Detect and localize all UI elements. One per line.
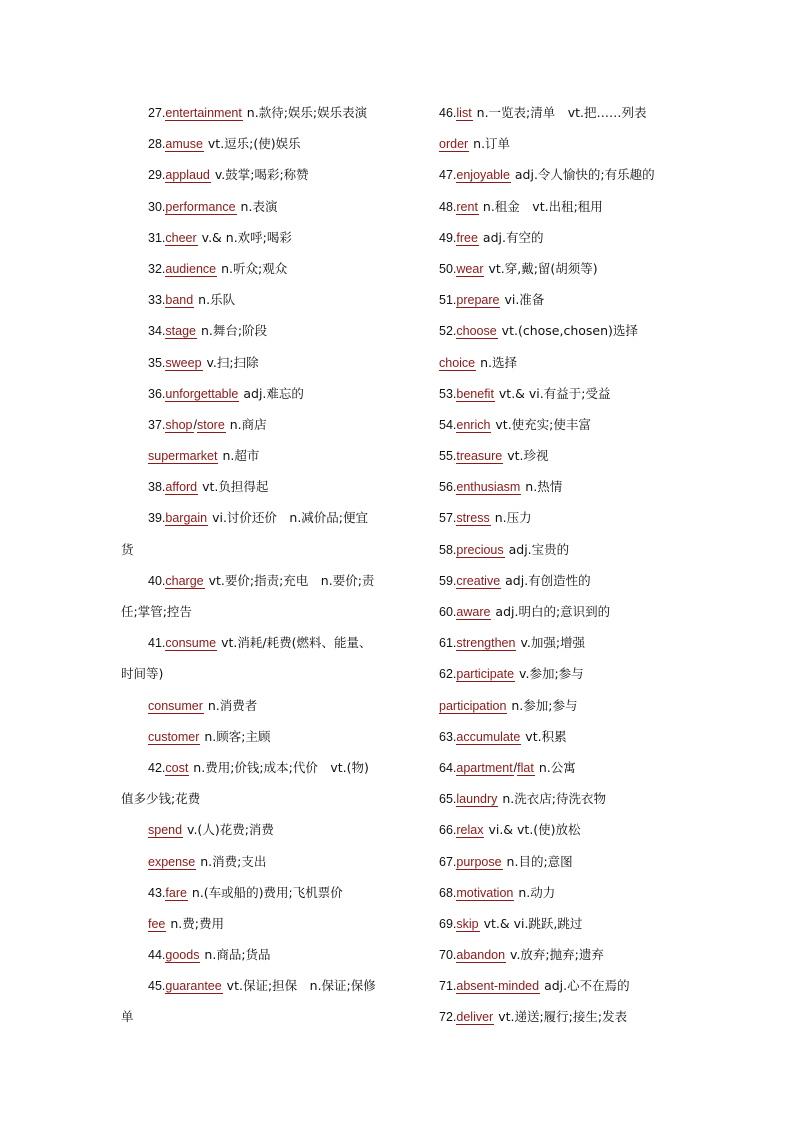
vocab-word: strengthen: [456, 636, 516, 651]
word-definition: n.参加;参与: [507, 697, 578, 713]
vocab-word: fee: [148, 916, 166, 931]
vocab-line: [121, 658, 393, 689]
vocab-word: treasure: [456, 449, 503, 464]
word-definition: n.顾客;主顾: [200, 728, 271, 744]
vocab-line: [121, 690, 393, 721]
vocab-word: choice: [439, 355, 476, 370]
entry-number: 66.: [439, 823, 457, 838]
vocab-line: [121, 1001, 393, 1032]
vocab-line: [439, 284, 679, 315]
word-definition: vi.准备: [500, 292, 545, 308]
entry-number: 57.: [439, 511, 457, 526]
vocab-word: cost: [165, 760, 189, 775]
vocab-word: enthusiasm: [456, 480, 521, 495]
vocab-word: order: [439, 137, 469, 152]
vocab-word: consume: [165, 636, 217, 651]
word-definition: n.超市: [218, 448, 260, 464]
word-definition: vt.(chose,chosen)选择: [497, 323, 638, 339]
vocab-word: wear: [456, 261, 484, 276]
vocab-line: [121, 846, 393, 877]
entry-number: 42.: [148, 760, 166, 775]
vocab-line: [439, 721, 679, 752]
entry-number: 50.: [439, 261, 457, 276]
word-definition: n.舞台;阶段: [196, 323, 268, 339]
word-definition: v.(人)花费;消费: [183, 822, 274, 838]
vocab-word: benefit: [456, 386, 494, 401]
entry-number: 33.: [148, 293, 166, 308]
word-definition: v.鼓掌;喝彩;称赞: [210, 167, 309, 183]
word-definition: adj.宝贵的: [504, 541, 570, 557]
entry-number: 34.: [148, 324, 166, 339]
word-definition: n.动力: [514, 884, 556, 900]
vocab-word: participate: [456, 667, 515, 682]
entry-number: 30.: [148, 199, 166, 214]
vocab-word: expense: [148, 854, 196, 869]
vocab-line: [439, 378, 679, 409]
entry-number: 31.: [148, 230, 166, 245]
vocab-line: [121, 627, 393, 658]
vocab-word: consumer: [148, 698, 203, 713]
vocab-word: spend: [148, 823, 183, 838]
vocab-line: [439, 658, 679, 689]
entry-number: 53.: [439, 386, 457, 401]
vocab-column-left: [121, 97, 393, 1033]
entry-number: 69.: [439, 916, 457, 931]
vocab-line: [121, 253, 393, 284]
word-definition: v.参加;参与: [515, 666, 584, 682]
word-definition: n.听众;观众: [217, 260, 288, 276]
vocab-word: motivation: [456, 885, 514, 900]
word-definition: adj.心不在焉的: [540, 978, 630, 994]
vocab-word: stress: [456, 511, 490, 526]
entry-number: 49.: [439, 230, 457, 245]
word-definition: n.(车或船的)费用;飞机票价: [187, 884, 343, 900]
vocab-word: charge: [165, 573, 204, 588]
vocab-word: afford: [165, 480, 198, 495]
entry-number: 46.: [439, 106, 457, 120]
word-definition: vt.& vi.有益于;受益: [494, 385, 611, 401]
vocab-word: customer: [148, 729, 200, 744]
vocab-line: [439, 846, 679, 877]
vocab-line: [439, 565, 679, 596]
word-definition: n.商品;货品: [200, 947, 271, 963]
vocab-line: [121, 128, 393, 159]
entry-number: 27.: [148, 106, 166, 120]
vocab-line: [439, 409, 679, 440]
vocab-line: [121, 409, 393, 440]
word-definition: adj.难忘的: [239, 385, 304, 401]
vocab-word: free: [456, 230, 478, 245]
word-definition: adj.令人愉快的;有乐趣的: [510, 167, 655, 183]
word-definition: n.费;费用: [166, 915, 224, 931]
vocab-line: [439, 908, 679, 939]
vocab-word: precious: [456, 542, 504, 557]
word-definition: vt.消耗/耗费(燃料、能量、: [217, 635, 372, 651]
vocab-word: bargain: [165, 511, 208, 526]
vocab-word: entertainment: [165, 106, 242, 120]
entry-number: 59.: [439, 573, 457, 588]
word-definition: v.放弃;抛弃;遗弃: [506, 947, 604, 963]
vocab-line: [439, 347, 679, 378]
entry-number: 29.: [148, 168, 166, 183]
word-definition: n.消费者: [203, 697, 258, 713]
entry-number: 61.: [439, 636, 457, 651]
word-definition: n.选择: [476, 354, 518, 370]
word-definition: vt.递送;履行;接生;发表: [494, 1009, 628, 1025]
vocab-line: [439, 502, 679, 533]
vocab-word: rent: [456, 199, 478, 214]
word-definition: 单: [121, 1009, 134, 1025]
word-definition: vt.要价;指责;充电 n.要价;责: [204, 572, 375, 588]
entry-number: 43.: [148, 885, 166, 900]
vocab-line: [121, 721, 393, 752]
word-definition: 货: [121, 541, 134, 557]
word-definition: vt.& vi.跳跃,跳过: [479, 915, 583, 931]
vocab-column-right: [439, 97, 679, 1033]
vocab-word: accumulate: [456, 729, 521, 744]
vocab-word: creative: [456, 573, 501, 588]
word-definition: n.一览表;清单 vt.把……列表: [472, 105, 647, 120]
word-definition: 任;掌管;控告: [121, 604, 192, 619]
vocab-line: [121, 97, 393, 128]
word-definition: n.订单: [469, 136, 511, 152]
vocab-word: relax: [456, 823, 484, 838]
entry-number: 44.: [148, 948, 166, 963]
vocab-line: [121, 814, 393, 845]
word-definition: n.款待;娱乐;娱乐表演: [242, 105, 368, 120]
vocab-line: [439, 534, 679, 565]
entry-number: 64.: [439, 760, 457, 775]
vocab-word: applaud: [165, 168, 210, 183]
word-definition: v.扫;扫除: [202, 354, 259, 370]
vocab-line: [439, 128, 679, 159]
vocab-line: [439, 939, 679, 970]
vocab-word: guarantee: [165, 979, 222, 994]
vocab-line: [439, 1001, 679, 1032]
vocab-word: cheer: [165, 230, 197, 245]
vocab-line: [439, 970, 679, 1001]
vocab-line: [439, 315, 679, 346]
entry-number: 67.: [439, 854, 457, 869]
vocab-word: sweep: [165, 355, 202, 370]
word-definition: vi.讨价还价 n.减价品;便宜: [208, 510, 369, 526]
word-definition: adj.有创造性的: [501, 572, 591, 588]
entry-number: 39.: [148, 511, 166, 526]
vocab-line: [121, 440, 393, 471]
word-definition: vt.逗乐;(使)娱乐: [203, 136, 301, 152]
word-definition: n.表演: [236, 198, 278, 214]
vocab-line: [121, 877, 393, 908]
entry-number: 65.: [439, 792, 457, 807]
entry-number: 71.: [439, 979, 457, 994]
word-definition: vt.使充实;使丰富: [491, 416, 591, 432]
word-definition: 时间等): [121, 666, 164, 682]
vocab-line: [121, 908, 393, 939]
vocab-line: [439, 222, 679, 253]
vocab-line: [121, 565, 393, 596]
word-separator: /: [513, 760, 518, 775]
entry-number: 36.: [148, 386, 166, 401]
word-definition: n.压力: [490, 510, 532, 526]
vocab-line: [121, 596, 393, 627]
vocab-word: flat: [517, 760, 534, 775]
word-definition: vt.穿,戴;留(胡须等): [484, 260, 598, 276]
vocab-word: amuse: [165, 137, 203, 152]
vocab-line: [121, 502, 393, 533]
vocab-word: absent-minded: [456, 979, 540, 994]
word-definition: vt.积累: [521, 728, 567, 744]
vocab-line: [121, 222, 393, 253]
entry-number: 41.: [148, 636, 166, 651]
entry-number: 32.: [148, 261, 166, 276]
vocab-word: purpose: [456, 854, 502, 869]
vocab-line: [121, 534, 393, 565]
vocab-line: [439, 440, 679, 471]
vocab-line: [439, 253, 679, 284]
vocab-line: [121, 471, 393, 502]
entry-number: 38.: [148, 480, 166, 495]
vocab-line: [439, 814, 679, 845]
word-definition: v.加强;增强: [516, 635, 586, 651]
vocab-word: deliver: [456, 1010, 494, 1025]
entry-number: 40.: [148, 573, 166, 588]
vocab-word: participation: [439, 698, 507, 713]
vocab-word: enrich: [456, 417, 491, 432]
entry-number: 68.: [439, 885, 457, 900]
entry-number: 72.: [439, 1010, 457, 1025]
vocab-word: list: [456, 106, 472, 120]
word-definition: vt.保证;担保 n.保证;保修: [222, 978, 376, 994]
vocab-line: [439, 97, 679, 128]
entry-number: 47.: [439, 168, 457, 183]
vocab-line: [439, 191, 679, 222]
word-definition: n.乐队: [194, 292, 236, 308]
vocab-line: [121, 284, 393, 315]
vocab-line: [121, 315, 393, 346]
vocab-word: band: [165, 293, 194, 308]
word-definition: n.商店: [225, 416, 267, 432]
entry-number: 35.: [148, 355, 166, 370]
vocab-word: fare: [165, 885, 187, 900]
vocab-word: audience: [165, 261, 217, 276]
vocab-line: [439, 690, 679, 721]
entry-number: 63.: [439, 729, 457, 744]
word-definition: adj.明白的;意识到的: [491, 604, 611, 619]
entry-number: 37.: [148, 417, 166, 432]
vocab-word: prepare: [456, 293, 500, 308]
vocab-line: [121, 159, 393, 190]
word-definition: n.租金 vt.出租;租用: [478, 198, 603, 214]
entry-number: 52.: [439, 324, 457, 339]
entry-number: 48.: [439, 199, 457, 214]
vocab-line: [121, 752, 393, 783]
word-definition: 值多少钱;花费: [121, 791, 201, 807]
vocab-line: [439, 471, 679, 502]
vocab-word: shop: [165, 417, 193, 432]
vocab-line: [121, 347, 393, 378]
vocab-line: [121, 783, 393, 814]
word-definition: n.费用;价钱;成本;代价 vt.(物): [189, 759, 369, 775]
vocab-word: aware: [456, 605, 491, 619]
entry-number: 62.: [439, 667, 457, 682]
vocab-line: [121, 970, 393, 1001]
vocab-word: enjoyable: [456, 168, 510, 183]
word-separator: /: [193, 417, 197, 432]
word-definition: vt.珍视: [503, 448, 549, 464]
vocab-line: [121, 378, 393, 409]
vocab-line: [439, 627, 679, 658]
entry-number: 28.: [148, 137, 166, 152]
vocab-word: supermarket: [148, 449, 218, 464]
vocab-word: store: [196, 417, 225, 432]
vocab-word: apartment: [456, 760, 513, 775]
vocab-line: [439, 783, 679, 814]
word-definition: adj.有空的: [478, 229, 544, 245]
vocab-word: performance: [165, 199, 236, 214]
word-definition: vt.负担得起: [198, 479, 269, 495]
entry-number: 58.: [439, 542, 457, 557]
word-definition: n.洗衣店;待洗衣物: [498, 791, 606, 807]
vocab-line: [121, 939, 393, 970]
vocab-word: laundry: [456, 792, 498, 807]
word-definition: vi.& vt.(使)放松: [484, 822, 581, 838]
word-definition: n.消费;支出: [196, 853, 267, 869]
vocab-line: [439, 877, 679, 908]
entry-number: 45.: [148, 979, 166, 994]
vocab-word: choose: [456, 324, 497, 339]
vocab-word: abandon: [456, 948, 506, 963]
vocab-line: [439, 596, 679, 627]
vocab-word: unforgettable: [165, 386, 239, 401]
word-definition: n.目的;意图: [502, 853, 573, 869]
entry-number: 56.: [439, 480, 457, 495]
vocab-word: goods: [165, 948, 200, 963]
entry-number: 54.: [439, 417, 457, 432]
entry-number: 60.: [439, 605, 457, 619]
vocab-line: [121, 191, 393, 222]
vocab-line: [439, 159, 679, 190]
word-definition: n.公寓: [534, 759, 576, 775]
vocab-word: stage: [165, 324, 196, 339]
vocab-line: [439, 752, 679, 783]
word-definition: n.热情: [521, 479, 563, 495]
entry-number: 70.: [439, 948, 457, 963]
word-definition: v.& n.欢呼;喝彩: [197, 229, 292, 245]
vocab-word: skip: [456, 916, 479, 931]
entry-number: 51.: [439, 293, 457, 308]
entry-number: 55.: [439, 449, 457, 464]
